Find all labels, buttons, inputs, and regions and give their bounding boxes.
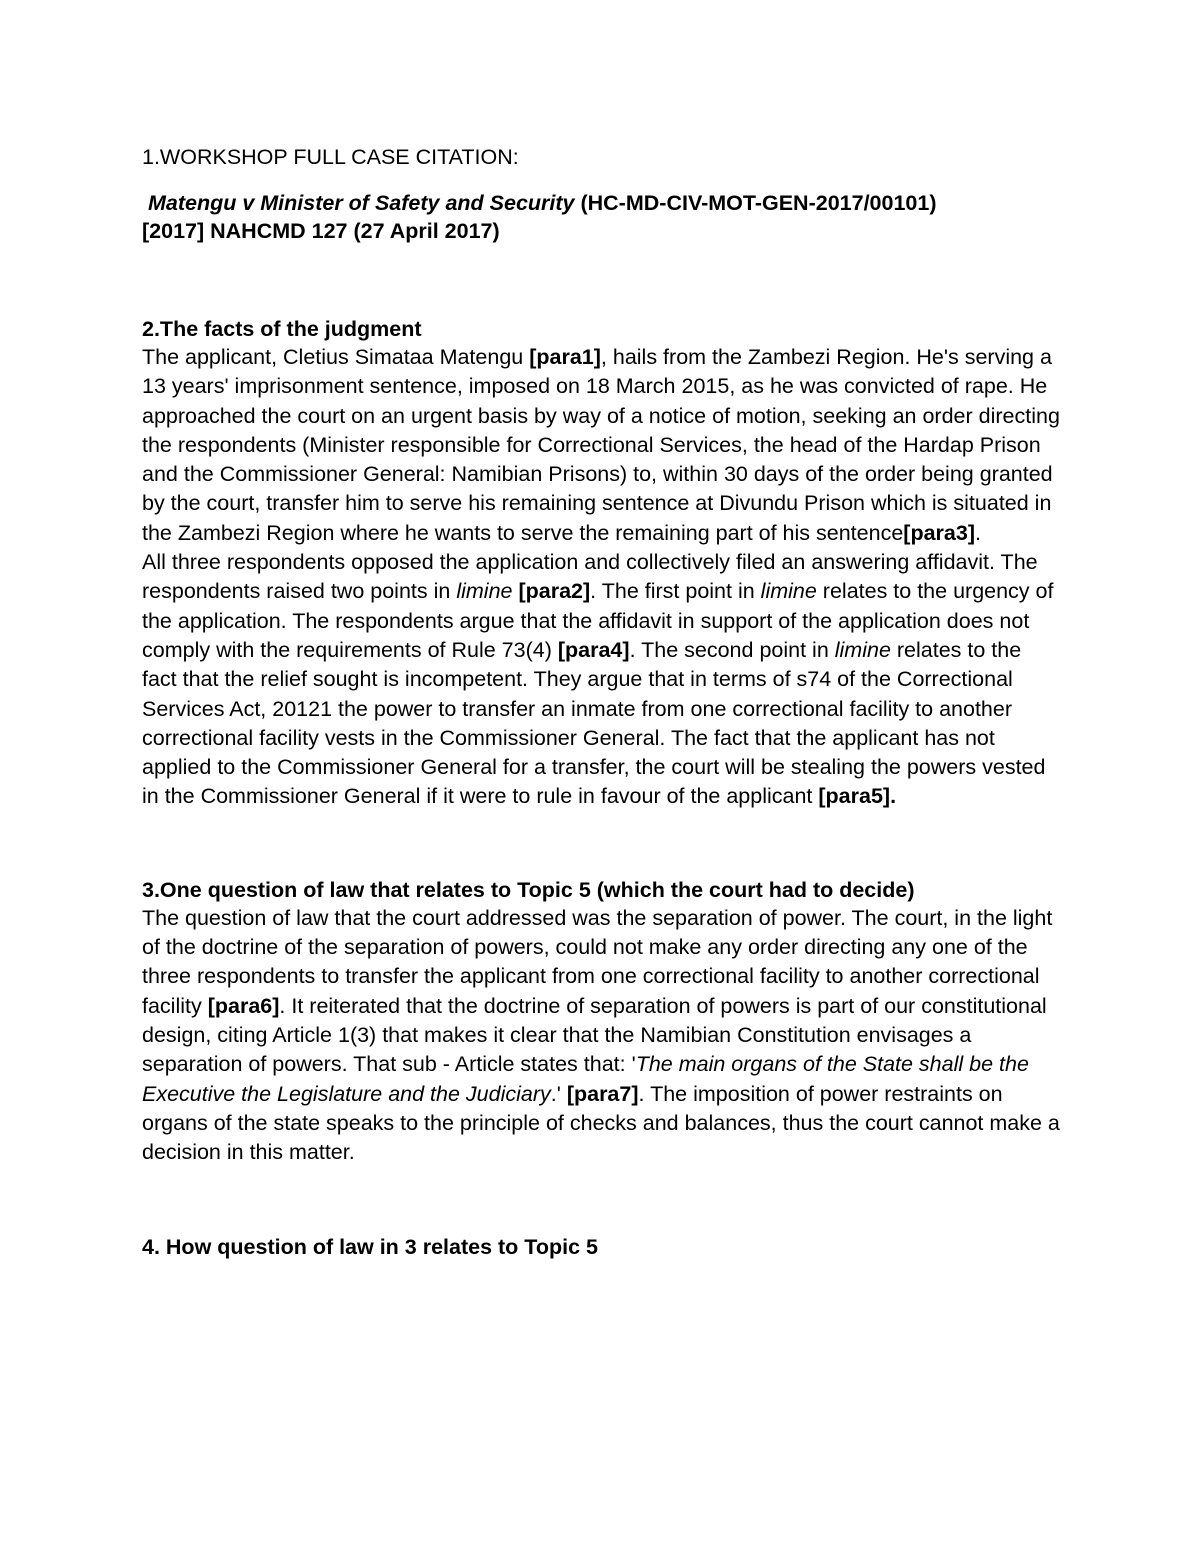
constitution-quote: The main organs of the State shall be the Executive the Legislature and the Judiciary bbox=[142, 1052, 1029, 1106]
para-ref-7: [para7] bbox=[566, 1081, 639, 1106]
citation-line-2: [2017] NAHCMD 127 (27 April 2017) bbox=[142, 219, 500, 243]
law-p1-text-4: . The imposition of power restraints on organs of the state speaks to the principle of checks and balances, thus the court cannot make a decision in this matter. bbox=[142, 1081, 1060, 1165]
citation-case-number: (HC-MD-CIV-MOT-GEN-2017/00101) bbox=[574, 191, 937, 215]
law-p1-text-1: The question of law that the court addressed was the separation of power. The court, in the light of the doctrine of the separation of powers, could not make any order directing any one of the three respondents to transfer the applicant from one correctional facility to another correctional facility bbox=[142, 905, 1053, 1018]
law-p1-text-3: .' bbox=[550, 1081, 567, 1106]
law-p1-text-2: . It reiterated that the doctrine of separation of powers is part of our constitutional design, citing Article 1(3) that makes it clear that the Namibian Constitution envisages a separation of powers. That sub - Article states that: ' bbox=[142, 993, 1047, 1077]
facts-p1-text-3: . bbox=[974, 520, 981, 545]
section-3-heading: 3.One question of law that relates to Topic 5 (which the court had to decide) bbox=[142, 877, 915, 902]
facts-p1-text-2: , hails from the Zambezi Region. He's serving a 13 years' imprisonment sentence, imposed on 18 March 2015, as he was convicted of rape. He approached the court on an urgent basis by way of a notice of motion, seeking an order directing the respondents (Minister responsible for Correctional Services, the head of the Hardap Prison and the Commissioner General: Namibian Prisons) to, within 30 days of the order being granted by the court, transfer him to serve his remaining sentence at Divundu Prison which is situated in the Zambezi Region where he wants to serve the remaining part of his sentence bbox=[142, 345, 1060, 545]
facts-paragraph-2 bbox=[142, 548, 1060, 812]
section-1 bbox=[142, 143, 1060, 245]
para-ref-6: [para6] bbox=[207, 993, 280, 1018]
limine-term-1: limine bbox=[456, 579, 513, 604]
para-ref-3: [para3] bbox=[903, 520, 975, 545]
facts-p2-text-1: All three respondents opposed the application and collectively filed an answering affidavit. The respondents raised two points in bbox=[142, 550, 1038, 604]
case-citation bbox=[142, 189, 1060, 245]
section-1-heading bbox=[142, 143, 1060, 171]
facts-p2-text-4: relates to the urgency of the application. The respondents argue that the affidavit in support of the application does not comply with the requirements of Rule 73(4) bbox=[142, 579, 1054, 662]
question-of-law-paragraph bbox=[142, 904, 1060, 1168]
facts-paragraph-1 bbox=[142, 343, 1060, 548]
section-1-heading-colon: : bbox=[512, 145, 519, 169]
limine-term-3: limine bbox=[834, 637, 891, 662]
citation-case-name: Matengu v Minister of Safety and Security bbox=[147, 191, 575, 215]
facts-p2-text-6: relates to the fact that the relief sought is incompetent. They argue that in terms of s74 of the Correctional Services Act, 20121 the power to transfer an inmate from one correctional facility to another correctional facility vests in the Commissioner General. The fact that the applicant has not applied to the Commissioner General for a transfer, the court will be stealing the powers vested in the Commissioner General if it were to rule in favour of the applicant bbox=[142, 637, 1046, 809]
facts-p2-text-5: . The second point in bbox=[629, 637, 835, 662]
section-1-heading-text: 1.WORKSHOP FULL CASE CITATION bbox=[142, 145, 513, 169]
citation-line-1 bbox=[142, 189, 1060, 217]
para-ref-5: [para5]. bbox=[818, 784, 897, 809]
facts-p1-text-1: The applicant, Cletius Simataa Matengu bbox=[142, 345, 530, 369]
section-2 bbox=[142, 315, 1060, 812]
para-ref-1: [para1] bbox=[529, 345, 601, 369]
limine-term-2: limine bbox=[760, 579, 817, 604]
facts-p2-text-3: . The first point in bbox=[590, 579, 761, 604]
para-ref-4: [para4] bbox=[557, 637, 630, 662]
section-3 bbox=[142, 876, 1060, 1168]
para-ref-2: [para2] bbox=[518, 579, 591, 604]
section-4-heading: 4. How question of law in 3 relates to Topic 5 bbox=[142, 1235, 598, 1260]
section-2-heading: 2.The facts of the judgment bbox=[142, 317, 422, 341]
section-4 bbox=[142, 1233, 1060, 1261]
